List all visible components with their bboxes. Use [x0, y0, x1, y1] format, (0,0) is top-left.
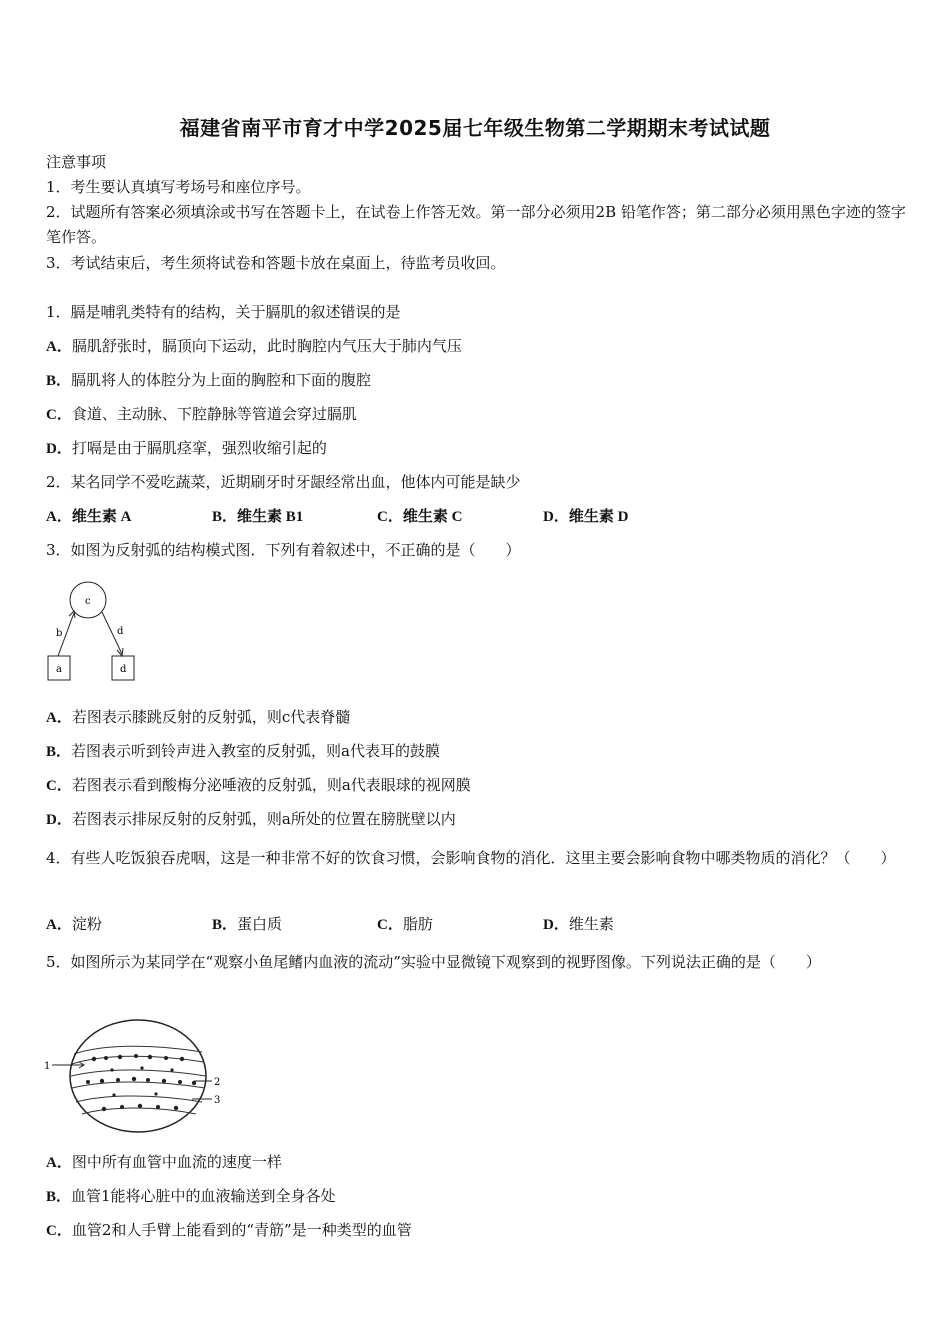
question-1-option-c: C．食道、主动脉、下腔静脉等管道会穿过膈肌: [46, 405, 357, 423]
question-5-option-a: A．图中所有血管中血流的速度一样: [46, 1153, 282, 1171]
question-5-stem: 5．如图所示为某同学在“观察小鱼尾鳍内血液的流动”实验中显微镜下观察到的视野图像。下列说法正确的是（ ）: [46, 953, 821, 971]
question-4-options: [46, 914, 906, 934]
question-1-stem: 1．膈是哺乳类特有的结构，关于膈肌的叙述错误的是: [46, 303, 401, 321]
reflex-arc-label-c: c: [85, 596, 91, 607]
vessel-label-1: 1: [44, 1061, 51, 1072]
question-2-option-d: D．维生素 D: [543, 509, 629, 525]
notice-heading: 注意事项: [46, 153, 107, 171]
question-4-option-d: D．维生素: [543, 915, 614, 933]
reflex-arc-label-a: a: [56, 664, 62, 675]
question-5-option-c: C．血管2和人手臂上能看到的“青筋”是一种类型的血管: [46, 1221, 412, 1239]
fish-tail-microscope-figure: [44, 1018, 234, 1140]
exam-title: 福建省南平市育才中学2025届七年级生物第二学期期末考试试题: [179, 116, 771, 140]
question-4-option-c: C．脂肪: [377, 915, 433, 933]
question-2-option-a: A．维生素 A: [46, 509, 132, 525]
question-1-option-d: D．打嗝是由于膈肌痉挛，强烈收缩引起的: [46, 439, 327, 457]
question-3-option-c: C．若图表示看到酸梅分泌唾液的反射弧，则a代表眼球的视网膜: [46, 776, 471, 794]
question-3-option-d: D．若图表示排尿反射的反射弧，则a所处的位置在膀胱壁以内: [46, 810, 456, 828]
question-2-option-c: C．维生素 C: [377, 509, 463, 525]
question-2-stem: 2．某名同学不爱吃蔬菜，近期刷牙时牙龈经常出血，他体内可能是缺少: [46, 473, 521, 491]
notice-item-1: 1．考生要认真填写考场号和座位序号。: [46, 178, 311, 196]
question-3-stem: 3．如图为反射弧的结构模式图．下列有着叙述中，不正确的是（ ）: [46, 541, 521, 559]
question-3-option-b: B．若图表示听到铃声进入教室的反射弧，则a代表耳的鼓膜: [46, 742, 440, 760]
question-1-option-a: A．膈肌舒张时，膈顶向下运动，此时胸腔内气压大于肺内气压: [46, 337, 462, 355]
reflex-arc-figure: [44, 580, 144, 684]
question-2-option-b: B．维生素 B1: [212, 509, 304, 525]
notice-item-3: 3．考试结束后，考生须将试卷和答题卡放在桌面上，待监考员收回。: [46, 254, 506, 272]
question-3-option-a: A．若图表示膝跳反射的反射弧，则c代表脊髓: [46, 708, 351, 726]
question-1-option-b: B．膈肌将人的体腔分为上面的胸腔和下面的腹腔: [46, 371, 372, 389]
notice-item-2: 2．试题所有答案必须填涂或书写在答题卡上，在试卷上作答无效。第一部分必须用2B 铅笔作答；第二部分必须用黑色字迹的签字笔作答。: [46, 203, 906, 246]
vessel-label-3: 3: [214, 1095, 221, 1106]
reflex-arc-label-b: b: [56, 628, 63, 639]
reflex-arc-label-d-path: d: [117, 626, 124, 637]
question-4-stem: 4．有些人吃饭狼吞虎咽，这是一种非常不好的饮食习惯，会影响食物的消化．这里主要会影响食物中哪类物质的消化？（ ）: [46, 849, 896, 867]
reflex-arc-label-d-box: d: [120, 664, 127, 675]
vessel-label-2: 2: [214, 1077, 221, 1088]
question-5-option-b: B．血管1能将心脏中的血液输送到全身各处: [46, 1187, 336, 1205]
question-4-option-a: A．淀粉: [46, 915, 102, 933]
question-4-option-b: B．蛋白质: [212, 915, 283, 933]
microscope-field-circle: [70, 1020, 206, 1132]
question-2-options: [46, 506, 906, 526]
